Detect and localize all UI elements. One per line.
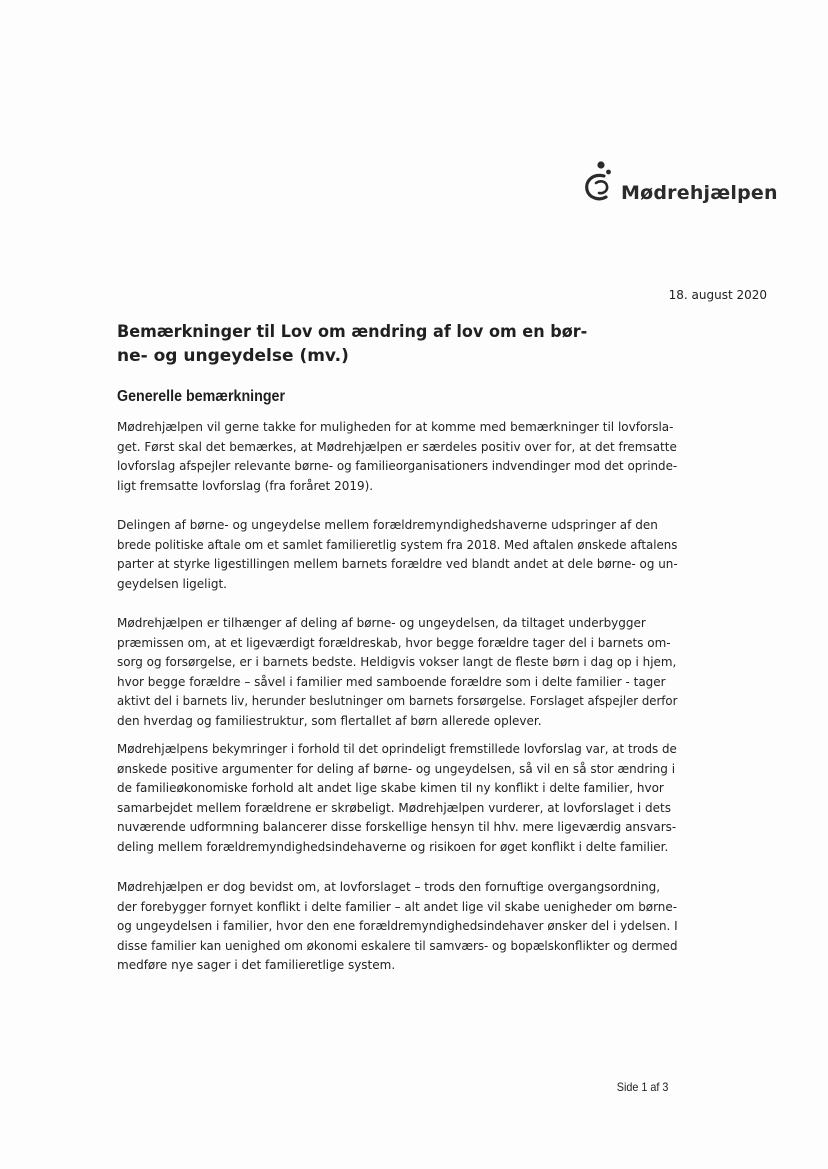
paragraph-line: aktivt del i barnets liv, herunder beslutninger om barnets forsørgelse. Forslaget afspejler derfor (117, 694, 678, 709)
paragraph-line: Delingen af børne- og ungeydelse mellem forældremyndighedshaverne udspringer af den (117, 518, 658, 532)
paragraph-line: Mødrehjælpens bekymringer i forhold til det oprindeligt fremstillede lovforslag var, at trods de (117, 742, 677, 756)
paragraph-line: samarbejdet mellem forældrene er skrøbeligt. Mødrehjælpen vurderer, at lovforslaget i dets (117, 800, 671, 815)
paragraph-line: ønskede positive argumenter for deling af børne- og ungeydelsen, så vil en så stor ændring i (117, 761, 676, 776)
paragraph-2 (117, 516, 677, 594)
section-heading: Generelle bemærkninger (117, 388, 286, 405)
paragraph-line: den hverdag og familiestruktur, som flertallet af børn allerede oplever. (117, 713, 542, 728)
title-line: Bemærkninger til Lov om ændring af lov om en bør- (117, 322, 588, 342)
paragraph-line: de familieøkonomiske forhold alt andet lige skabe kimen til ny konflikt i delte familier, hvor (117, 781, 664, 796)
paragraph-1 (117, 418, 677, 496)
paragraph-line: hvor begge forældre – såvel i familier med samboende forældre som i delte familier - tager (117, 674, 666, 689)
paragraph-line: og ungeydelsen i familier, hvor den ene forældremyndighedsindehaver ønsker del i ydelsen. I (117, 919, 678, 934)
paragraph-line: parter at styrke ligestillingen mellem barnets forældre ved blandt andet at dele børne- og un- (117, 557, 678, 572)
paragraph-line: medføre nye sager i det familieretlige system. (117, 958, 396, 973)
document-date: 18. august 2020 (668, 288, 767, 302)
paragraph-line: get. Først skal det bemærkes, at Mødrehjælpen er særdeles positiv over for, at det fremsatte (117, 439, 677, 454)
paragraph-line: deling mellem forældremyndighedsindehaverne og risikoen for øget konflikt i delte familier. (117, 839, 669, 854)
paragraph-line: disse familier kan uenighed om økonomi eskalere til samværs- og bopælskonflikter og dermed (117, 938, 678, 953)
paragraph-line: sorg og forsørgelse, er i barnets bedste. Heldigvis vokser langt de fleste børn i dag op i hjem, (117, 655, 677, 670)
paragraph-line: præmissen om, at et ligeværdigt forældreskab, hvor begge forældre tager del i barnets om- (117, 635, 671, 650)
paragraph-3 (117, 614, 677, 732)
paragraph-5 (117, 878, 677, 976)
paragraph-line: nuværende udformning balancerer disse forskellige hensyn til hhv. mere ligeværdig ansvars- (117, 820, 677, 835)
organization-logo (582, 160, 782, 208)
document-title (117, 320, 587, 368)
paragraph-line: Mødrehjælpen er tilhænger af deling af børne- og ungeydelsen, da tiltaget underbygger (117, 616, 646, 630)
logo-wordmark: Mødrehjælpen (621, 182, 778, 204)
page-number: Side 1 af 3 (616, 1080, 668, 1094)
paragraph-4 (117, 740, 677, 858)
paragraph-line: ligt fremsatte lovforslag (fra foråret 2019). (117, 478, 374, 493)
paragraph-line: geydelsen ligeligt. (117, 576, 227, 591)
modrehjaelpen-logo-icon (582, 160, 622, 204)
paragraph-line: brede politiske aftale om et samlet familieretlig system fra 2018. Med aftalen ønskede aftalens (117, 537, 678, 552)
paragraph-line: Mødrehjælpen er dog bevidst om, at lovforslaget – trods den fornuftige overgangsordning, (117, 880, 661, 894)
title-line: ne- og ungeydelse (mv.) (117, 346, 349, 366)
paragraph-line: lovforslag afspejler relevante børne- og familieorganisationers indvendinger mod det oprinde- (117, 459, 678, 474)
paragraph-line: Mødrehjælpen vil gerne takke for muligheden for at komme med bemærkninger til lovforsla- (117, 420, 674, 434)
paragraph-line: der forebygger fornyet konflikt i delte familier – alt andet lige vil skabe uenigheder om børne- (117, 899, 678, 914)
